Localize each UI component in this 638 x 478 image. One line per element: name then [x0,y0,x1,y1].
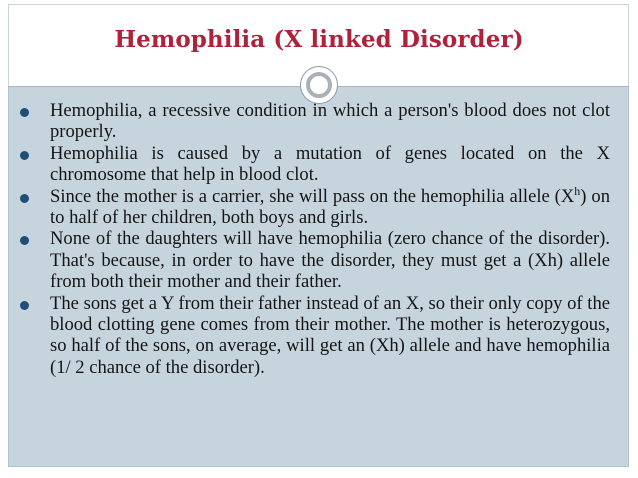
bullet-item [14,100,610,143]
bullet-item [14,183,610,229]
bullet-item [14,143,610,186]
bullet-text: None of the daughters will have hemophilia (zero chance of the disorder). That's because, in order to have the disorder, they must get a (Xh) allele from both their mother and their father. [50,228,610,293]
bullet-text: The sons get a Y from their father instead of an X, so their only copy of the blood clotting gene comes from their mother. The mother is heterozygous, so half of the sons, on average, will get an (Xh) allele and have hemophilia (1/ 2 chance of the disorder). [50,292,610,378]
bullet-text-before: Since the mother is a carrier, she will pass on the hemophilia allele (X [50,185,575,207]
slide-title: Hemophilia (X linked Disorder) [114,26,524,53]
bullet-item [14,228,610,292]
bullet-dot-icon [20,236,29,245]
bullet-dot-icon [20,151,29,160]
bullet-text: Hemophilia, a recessive condition in which a person's blood does not clot properly. [50,100,610,143]
ring-ornament-icon [300,66,338,104]
bullet-dot-icon [20,301,29,310]
bullet-dot-icon [20,194,29,203]
bullet-list [14,100,610,378]
bullet-text-after: ) on to half of her children, both boys and girls. [50,185,610,229]
bullet-superscript: h [574,183,581,198]
bullet-text: Hemophilia is caused by a mutation of genes located on the X chromosome that help in blood clot. [50,142,610,186]
bullet-item [14,293,610,379]
bullet-dot-icon [20,108,29,117]
